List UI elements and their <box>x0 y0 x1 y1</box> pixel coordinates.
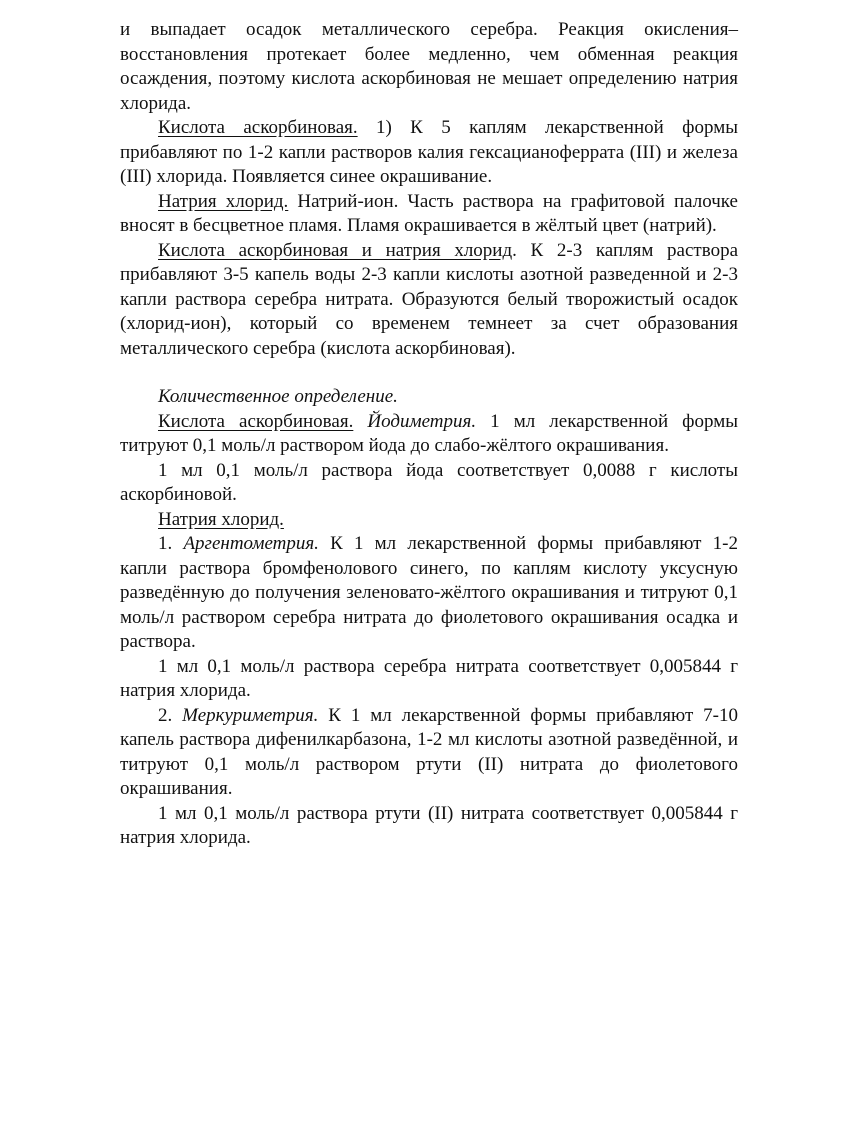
paragraph-ascorbic-identification <box>120 116 738 190</box>
paragraph-continuation: и выпадает осадок металлического серебра. Реакция окисления–восстановления протекает более медленно, чем обменная реакция осаждения, поэтому кислота аскорбиновая не мешает определению натрия хлорида. <box>120 19 738 114</box>
method-name-iodimetry: Йодиметрия. <box>367 410 477 432</box>
section-heading-sodium-chloride: Натрия хлорид. <box>158 190 289 212</box>
paragraph-iodimetry <box>120 410 738 459</box>
paragraph-mercurimetry <box>120 704 738 802</box>
paragraph-iodine-equivalence: 1 мл 0,1 моль/л раствора йода соответствует 0,0088 г кислоты аскорбиновой. <box>120 459 738 505</box>
list-number: 2. <box>158 704 183 726</box>
section-title-quantitative: Количественное определение. <box>158 386 398 407</box>
paragraph-combined-identification <box>120 239 738 362</box>
paragraph-mercury-equivalence: 1 мл 0,1 моль/л раствора ртути (II) нитрата соответствует 0,005844 г натрия хлорида. <box>120 802 738 848</box>
section-heading-sodium-quant: Натрия хлорид. <box>158 508 284 530</box>
paragraph-text: Натрий-ион. Часть раствора на графитовой палочке вносят в бесцветное пламя. Пламя окрашивается в жёлтый цвет (натрий). <box>120 190 738 236</box>
section-heading-ascorbic: Кислота аскорбиновая. <box>158 117 358 138</box>
spacer <box>120 361 738 385</box>
paragraph-text: К 1 мл лекарственной формы прибавляют 1-2 капли раствора бромфенолового синего, по каплям кислоту уксусную разведённую до получения зеленовато-жёлтого окрашивания и титруют 0,1 моль/л раствором серебра нитрата до фиолетового окрашивания осадка и раствора. <box>120 533 738 652</box>
method-name-argentometry: Аргентометрия. <box>183 533 319 554</box>
paragraph-sodium-identification <box>120 190 738 239</box>
paragraph-text: 1) К 5 каплям лекарственной формы прибавляют по 1-2 капли растворов калия гексацианоферрата (III) и железа (III) хлорида. Появляется синее окрашивание. <box>120 117 738 187</box>
document-page <box>120 18 738 851</box>
method-name-mercurimetry: Меркуриметрия. <box>182 704 319 726</box>
paragraph-text: 1 мл лекарственной формы титруют 0,1 моль/л раствором йода до слабо-жёлтого окрашивания. <box>120 410 738 456</box>
section-heading-combined: Кислота аскорбиновая и натрия хлорид <box>158 239 513 261</box>
paragraph-silver-equivalence: 1 мл 0,1 моль/л раствора серебра нитрата соответствует 0,005844 г натрия хлорида. <box>120 655 738 701</box>
paragraph-sodium-quant-heading <box>120 508 738 533</box>
paragraph-text: К 1 мл лекарственной формы прибавляют 7-10 капель раствора дифенилкарбазона, 1-2 мл кислоты азотной разведённой, и титруют 0,1 моль/л раствором ртути (II) нитрата до фиолетового окрашивания. <box>120 704 738 799</box>
section-heading-ascorbic-quant: Кислота аскорбиновая. <box>158 410 354 432</box>
paragraph-argentometry <box>120 532 738 655</box>
list-number: 1. <box>158 533 184 554</box>
paragraph-text: . К 2-3 каплям раствора прибавляют 3-5 капель воды 2-3 капли кислоты азотной разведенной и 2-3 капли раствора серебра нитрата. Образуются белый творожистый осадок (хлорид-ион), который со временем темнеет за счет образования металлического серебра (кислота аскорбиновая). <box>120 239 738 359</box>
